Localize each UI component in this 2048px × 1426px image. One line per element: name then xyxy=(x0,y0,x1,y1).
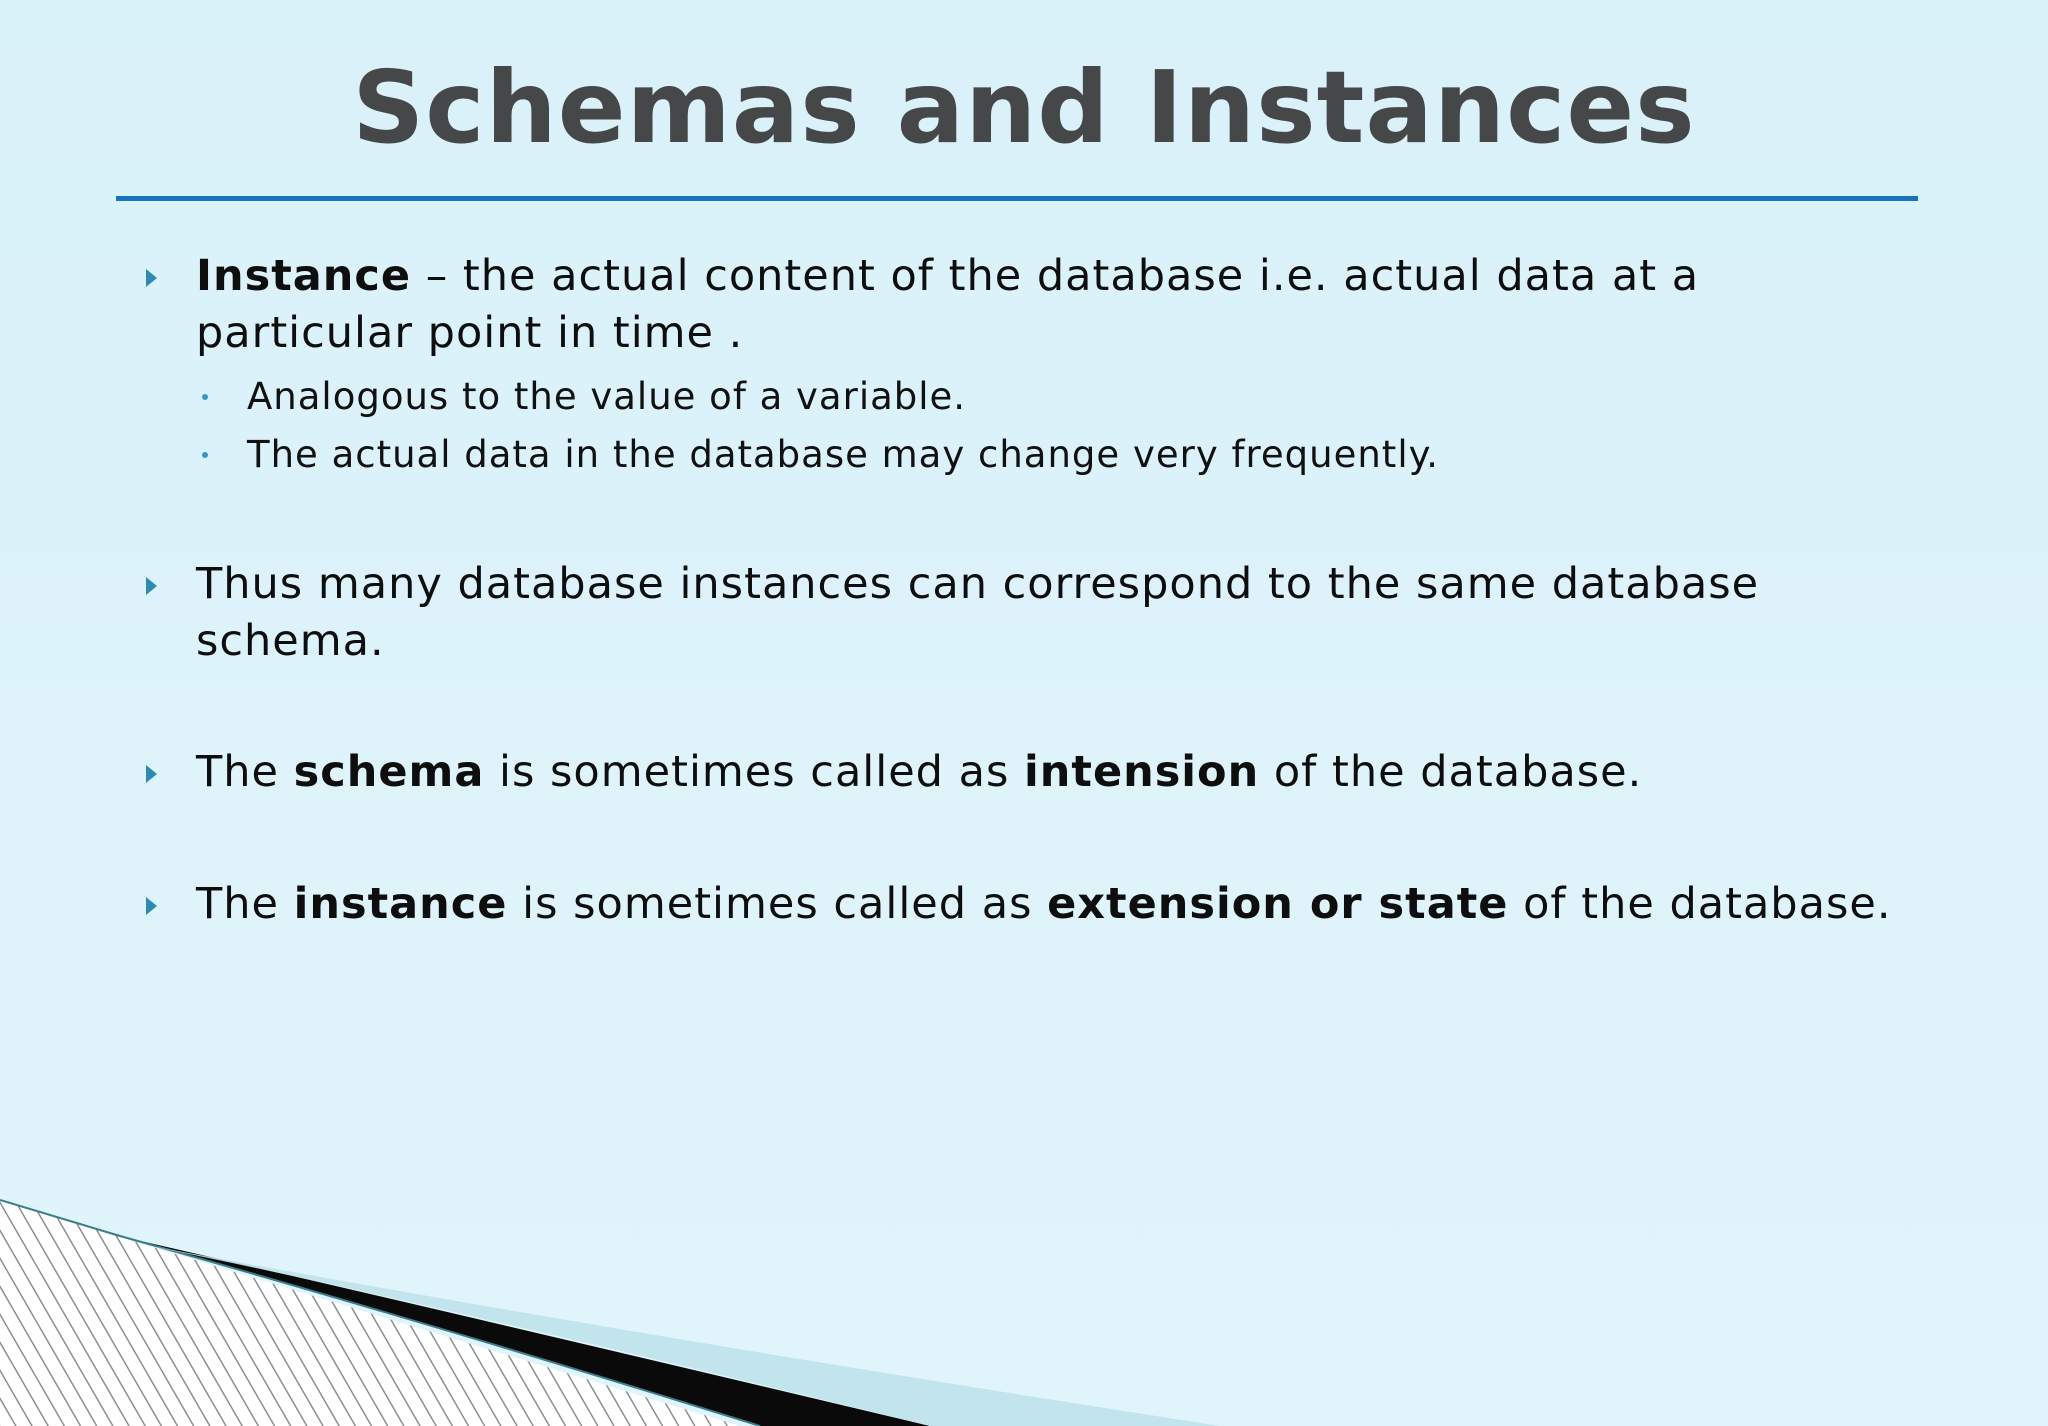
term-intension: intension xyxy=(1024,747,1260,797)
sub-bullet-analogous xyxy=(140,368,1900,426)
sub-bullet-change xyxy=(140,426,1900,484)
bullet-instance-extension xyxy=(140,876,1900,933)
bullet-text-pre: The xyxy=(196,747,294,797)
bullet-instance-text: – the actual content of the database i.e. actual data at a particular point in time . xyxy=(196,251,1700,358)
sub-bullet-text: Analogous to the value of a variable. xyxy=(247,375,967,418)
slide-title: Schemas and Instances xyxy=(352,49,1696,166)
bullet-text-post: of the database. xyxy=(1259,747,1643,797)
bullet-text-mid: is sometimes called as xyxy=(507,879,1048,929)
bullet-schema-intension xyxy=(140,744,1900,801)
bullet-text-pre: The xyxy=(196,879,294,929)
bullet-arrow-icon xyxy=(146,577,157,595)
term-schema: schema xyxy=(293,747,485,797)
bullet-arrow-icon xyxy=(146,269,157,287)
sub-bullet-text: The actual data in the database may change very frequently. xyxy=(247,433,1439,476)
bullet-arrow-icon xyxy=(146,765,157,783)
bullet-many-instances-text: Thus many database instances can correspond to the same database schema. xyxy=(196,559,1760,666)
sub-bullet-dot-icon xyxy=(202,452,208,458)
title-divider xyxy=(116,196,1918,201)
bullet-text-post: of the database. xyxy=(1508,879,1892,929)
sub-bullet-dot-icon xyxy=(202,394,208,400)
bullet-instance xyxy=(140,248,1900,362)
bullet-arrow-icon xyxy=(146,897,157,915)
term-extension-or-state: extension or state xyxy=(1047,879,1509,929)
bullet-many-instances xyxy=(140,556,1900,670)
slide-content xyxy=(140,248,1900,933)
bullet-instance-term: Instance xyxy=(196,251,412,301)
term-instance: instance xyxy=(293,879,508,929)
bullet-text-mid: is sometimes called as xyxy=(484,747,1025,797)
